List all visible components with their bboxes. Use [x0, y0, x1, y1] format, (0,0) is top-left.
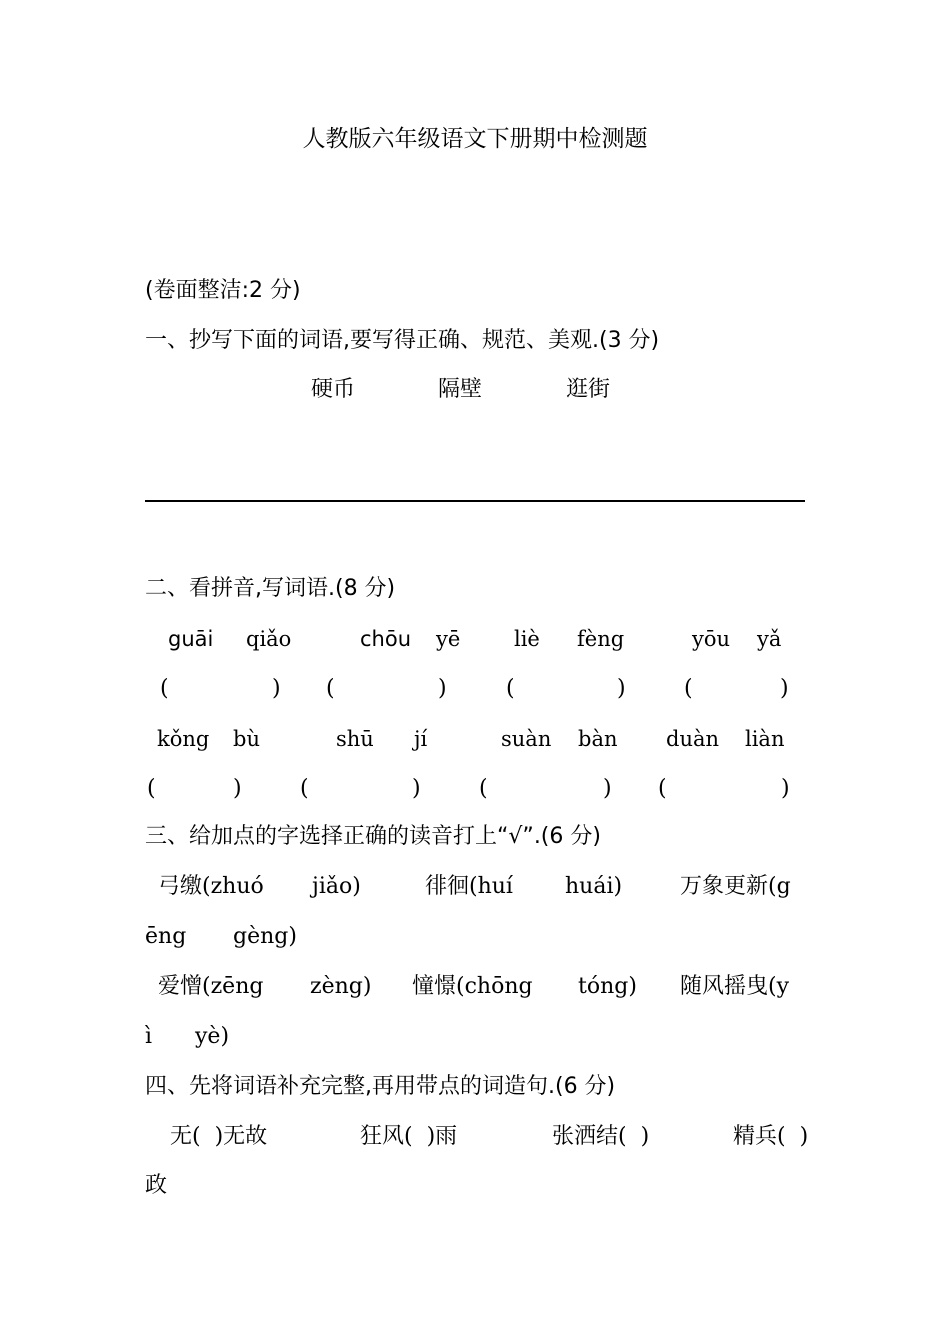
- q3-option: 弓缴(zhuó: [158, 874, 264, 899]
- q1-word: 隔壁: [438, 377, 483, 402]
- pinyin-syllable: duàn: [666, 727, 720, 751]
- pinyin-syllable: suàn: [501, 727, 552, 751]
- q3-option: 徘徊(huí: [425, 874, 513, 899]
- q3-option: zèng): [310, 974, 372, 999]
- answer-paren-open: (: [300, 776, 309, 801]
- q3-option: ēng: [145, 924, 187, 949]
- answer-paren-close: ): [438, 676, 447, 701]
- q3-option: tóng): [578, 974, 637, 999]
- q2-heading: 二、看拼音,写词语.(8 分): [145, 576, 396, 601]
- q3-heading: 三、给加点的字选择正确的读音打上“√”.(6 分): [145, 824, 601, 849]
- answer-paren-close: ): [233, 776, 242, 801]
- pinyin-syllable: qiǎo: [246, 627, 292, 651]
- answer-line: [145, 500, 805, 502]
- q1-heading: 一、抄写下面的词语,要写得正确、规范、美观.(3 分): [145, 328, 660, 353]
- q4-item: 狂风( )雨: [360, 1124, 458, 1149]
- neatness-note: (卷面整洁:2 分): [145, 278, 301, 303]
- q3-option: 爱憎(zēng: [158, 974, 264, 999]
- answer-paren-close: ): [780, 676, 789, 701]
- pinyin-syllable: shū: [336, 727, 374, 751]
- answer-paren-open: (: [506, 676, 515, 701]
- q4-heading: 四、先将词语补充完整,再用带点的词造句.(6 分): [145, 1074, 616, 1099]
- q3-option: 万象更新(g: [680, 874, 791, 899]
- q3-option: gèng): [233, 924, 297, 949]
- q3-option: jiǎo): [312, 874, 361, 899]
- q4-item: 精兵( ): [733, 1124, 809, 1149]
- pinyin-syllable: guāi: [168, 627, 214, 651]
- q3-option: yè): [195, 1024, 230, 1049]
- q3-option: huái): [565, 874, 623, 899]
- answer-paren-close: ): [603, 776, 612, 801]
- page-title: 人教版六年级语文下册期中检测题: [302, 126, 648, 152]
- q4-item: 张洒结( ): [552, 1124, 650, 1149]
- answer-paren-open: (: [684, 676, 693, 701]
- q4-item: 无( )无故: [170, 1124, 268, 1149]
- q1-word: 逛街: [566, 377, 611, 402]
- pinyin-syllable: bù: [233, 727, 260, 751]
- q3-option: 随风摇曳(y: [680, 974, 790, 999]
- pinyin-syllable: yōu: [692, 627, 731, 651]
- pinyin-syllable: jí: [414, 727, 428, 751]
- answer-paren-close: ): [781, 776, 790, 801]
- pinyin-syllable: bàn: [578, 727, 618, 751]
- answer-paren-close: ): [272, 676, 281, 701]
- q4-item-wrap: 政: [145, 1173, 168, 1198]
- pinyin-syllable: yǎ: [757, 627, 782, 651]
- pinyin-syllable: yē: [436, 627, 461, 651]
- answer-paren-open: (: [326, 676, 335, 701]
- pinyin-syllable: fèng: [577, 627, 625, 651]
- answer-paren-close: ): [412, 776, 421, 801]
- q1-word: 硬币: [311, 377, 356, 402]
- pinyin-syllable: liè: [514, 627, 540, 651]
- pinyin-syllable: chōu: [360, 627, 412, 651]
- q3-option: ì: [145, 1024, 153, 1049]
- answer-paren-open: (: [160, 676, 169, 701]
- answer-paren-open: (: [658, 776, 667, 801]
- answer-paren-close: ): [617, 676, 626, 701]
- q3-option: 憧憬(chōng: [412, 974, 533, 999]
- pinyin-syllable: liàn: [745, 727, 785, 751]
- pinyin-syllable: kǒng: [157, 727, 210, 751]
- answer-paren-open: (: [479, 776, 488, 801]
- answer-paren-open: (: [147, 776, 156, 801]
